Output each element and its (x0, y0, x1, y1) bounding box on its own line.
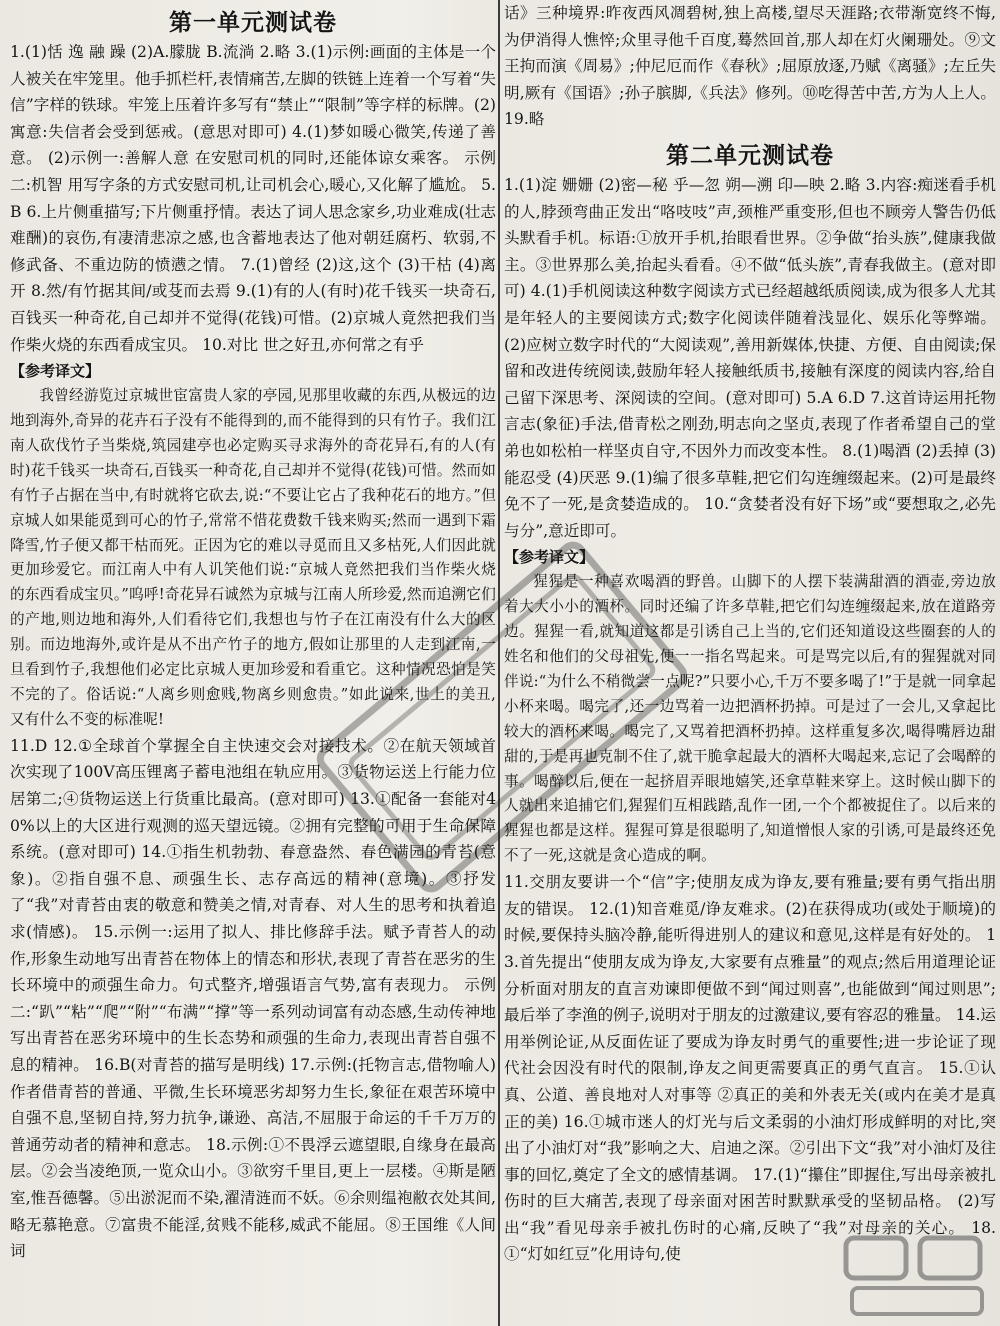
unit2-answers: 1.(1)淀 姗姗 (2)密—秘 乎—忽 朔—溯 印—映 2.略 3.内容:痴迷看手机的人,脖颈弯曲正发出“咯吱吱”声,颈椎严重变形,但也不顾旁人警告仍低头默看手机。标语:①放开手机,抬眼看世界。②争做“抬头族”,健康我做主。③世界那么美,抬起头看看。④不做“低头族”,青春我做主。(意对即可) 4.(1)手机阅读这种数字阅读方式已经超越纸质阅读,成为很多人尤其是年轻人的主要阅读方式;数字化阅读伴随着浅显化、娱乐化等弊端。 (2)应树立数字时代的“大阅读观”,善用新媒体,快捷、方便、自由阅读;保留和改进传统阅读,鼓励年轻人接触纸质书,接触有深度的阅读内容,给自己留下深思考、深阅读的空间。(意对即可) 5.A 6.D 7.这首诗运用托物言志(象征)手法,借青松之刚劲,明志向之坚贞,表现了作者希望自己的堂弟也如松柏一样坚贞自守,不因外力而改变本性。 8.(1)喝酒 (2)丢掉 (3)能忍受 (4)厌恶 9.(1)编了很多草鞋,把它们勾连缠缀起来。(2)可是最终免不了一死,是贪婪造成的。 10.“贪婪者没有好下场”或“要想取之,必先与分”,意近即可。 (504, 175, 996, 540)
unit2-title: 第二单元测试卷 (666, 142, 834, 169)
unit1-answers: 1.(1)恬 逸 融 躁 (2)A.朦胧 B.流淌 2.略 3.(1)示例:画面的主体是一个人被关在牢笼里。他手抓栏杆,表情痛苦,左脚的铁链上连着一个写着“失信”字样的铁球。牢笼上压着许多写有“禁止”“限制”等字样的标牌。(2)寓意:失信者会受到惩戒。(意思对即可) 4.(1)梦如暖心微笑,传递了善意。 (2)示例一:善解人意 在安慰司机的同时,还能体谅女乘客。 示例二:机智 用写字条的方式安慰司机,让司机会心,暖心,又化解了尴尬。 5.B 6.上片侧重描写;下片侧重抒情。表达了词人思念家乡,功业难成(壮志难酬)的哀伤,有凄清悲凉之感,也含蓄地表达了他对朝廷腐朽、软弱,不修武备、不重边防的愤懑之情。 7.(1)曾经 (2)这,这个 (3)干枯 (4)离开 8.然/有竹据其间/或芟而去焉 9.(1)有的人(有时)花千钱买一块奇石,百钱买一种奇花,自己却并不觉得(花钱)可惜。(2)京城人竟然把我们当作柴火烧的东西看成宝贝。 10.对比 世之好丑,亦何常之有乎 (10, 43, 496, 354)
left-column (10, 0, 496, 1326)
unit2-reference-heading: 【参考译文】 (504, 548, 595, 567)
column-divider (498, 0, 500, 1326)
right-column (504, 0, 996, 1326)
corner-watermark-logo (842, 1230, 992, 1320)
unit2-translation: 猩猩是一种喜欢喝酒的野兽。山脚下的人摆下装满甜酒的酒壶,旁边放着大大小小的酒杯。同时还编了许多草鞋,把它们勾连缠缀起来,放在道路旁边。猩猩一看,就知道这都是引诱自己上当的,它们还知道设这些圈套的人的姓名和他们的父母祖先,便一一指名骂起来。可是骂完以后,有的猩猩就对同伴说:“为什么不稍微尝一点呢?”只要小心,千万不要多喝了!”于是就一同拿起小杯来喝。喝完了,还一边骂着一边把酒杯扔掉。可是过了一会儿,又拿起比较大的酒杯来喝。喝完了,又骂着把酒杯扔掉。这样重复多次,喝得嘴唇边甜甜的,于是再也克制不住了,就干脆拿起最大的酒杯大喝起来,忘记了会喝醉的事。喝醉以后,便在一起挤眉弄眼地嬉笑,还拿草鞋来穿上。这时候山脚下的人就出来追捕它们,猩猩们互相践踏,乱作一团,一个个都被捉住了。以后来的猩猩也都是这样。猩猩可算是很聪明了,知道憎恨人家的引诱,可是最终还免不了一死,这就是贪心造成的啊。 (504, 573, 996, 865)
unit2-answers-continued: 11.交朋友要讲一个“信”字;使朋友成为诤友,要有雅量;要有勇气指出朋友的错误。 12.(1)知音难觅/诤友难求。(2)在获得成功(或处于顺境)的时候,要保持头脑冷静,能听得进别人的建议和意见,这样是有好处的。 13.首先提出“使朋友成为诤友,大家要有点雅量”的观点;然后用道理论证分析面对朋友的直言劝谏即便做不到“闻过则喜”,也能做到“闻过则思”;最后举了李渔的例子,说明对于朋友的过激建议,要有容忍的雅量。 14.运用举例论证,从反面佐证了要成为诤友时勇气的重要性;进一步论证了现代社会因没有时代的限制,诤友之间更需要真正的勇气直言。 15.①认真、公道、善良地对人对事等 ②真正的美和外表无关(或内在美才是真正的美) 16.①城市迷人的灯光与后文柔弱的小油灯形成鲜明的对比,突出了小油灯对“我”影响之大、启迪之深。②引出下文“我”对小油灯及往事的回忆,奠定了全文的感情基调。 17.(1)“攥住”即握住,写出母亲被扎伤时的巨大痛苦,表现了母亲面对困苦时默默承受的坚韧品格。 (2)写出“我”看见母亲手被扎伤时的心痛,反映了“我”对母亲的关心。 18.①“灯如红豆”化用诗句,使 (504, 873, 996, 1264)
unit1-answers-continued: 11.D 12.①全球首个掌握全自主快速交会对接技术。②在航天领域首次实现了100V高压锂离子蓄电池组在轨应用。③货物运送上行能力位居第二;④货物运送上行货重比最高。(意对即可) 13.①配备一套能对40%以上的大区进行观测的巡天望远镜。②拥有完整的可用于生命保障系统。(意对即可) 14.①指生机勃勃、春意盎然、春色满园的青苔(意象)。②指自强不息、顽强生长、志存高远的精神(意境)。③抒发了“我”对青苔由衷的敬意和赞美之情,对青春、对人生的思考和执着追求(情感)。 15.示例一:运用了拟人、排比修辞手法。赋予青苔人的动作,形象生动地写出青苔在物体上的情态和形状,表现了青苔在恶劣的生长环境中的顽强生命力。句式整齐,增强语言气势,富有表现力。 示例二:“趴”“粘”“爬”“附”“布满”“撑”等一系列动词富有动态感,生动传神地写出青苔在恶劣环境中的生长态势和顽强的生命力,表现出青苔自强不息的精神。 16.B(对青苔的描写是明线) 17.示例:(托物言志,借物喻人)作者借青苔的普通、平微,生长环境恶劣却努力生长,象征在艰苦环境中自强不息,坚韧自持,努力抗争,谦逊、高洁,不屈服于命运的千千万万的普通劳动者的精神和意志。 18.示例:①不畏浮云遮望眼,自缘身在最高层。②会当凌绝顶,一览众山小。③欲穷千里目,更上一层楼。④斯是陋室,惟吾德馨。⑤出淤泥而不染,濯清涟而不妖。⑥余则缊袍敝衣处其间,略无慕艳意。⑦富贵不能淫,贫贱不能移,威武不能屈。⑧王国维《人间词 (10, 736, 496, 1261)
unit1-title: 第一单元测试卷 (169, 10, 337, 36)
unit1-reference-heading: 【参考译文】 (10, 362, 101, 381)
unit1-translation: 我曾经游览过京城世宦富贵人家的亭园,见那里收藏的东西,从极远的边地到海外,奇异的花卉石子没有不能得到的,而不能得到的只有竹子。我们江南人砍伐竹子当柴烧,筑园建亭也必定购买寻求海外的奇花异石,有的人(有时)花千钱买一块奇石,百钱买一种奇花,自己却并不觉得(花钱)可惜。然而如有竹子占据在当中,有时就将它砍去,说:“不要让它占了我种花石的地方。”但京城人如果能觅到可心的竹子,常常不惜花费数千钱来购买;然而一遇到下霜降雪,竹子便又都干枯而死。正因为它的难以寻觅而且又多枯死,人们因此就更加珍爱它。而江南人中有人讥笑他们说:“京城人竟然把我们当作柴火烧的东西看成宝贝。”呜呼!奇花异石诚然为京城与江南人所珍爱,然而追溯它们的产地,则边地和海外,人们看待它们,我想也与竹子在江南没有什么大的区别。而边地海外,或许是从不出产竹子的地方,假如让那里的人走到江南,一旦看到竹子,我想他们必定比京城人更加珍爱和看重它。这种情况恐怕是笑不完的了。俗话说:“人离乡则愈贱,物离乡则愈贵。”如此说来,世上的美丑,又有什么不变的标准呢! (10, 387, 496, 728)
unit1-answers-tail: 话》三种境界:昨夜西风凋碧树,独上高楼,望尽天涯路;衣带渐宽终不悔,为伊消得人憔悴;众里寻他千百度,蓦然回首,那人却在灯火阑珊处。⑨文王拘而演《周易》;仲尼厄而作《春秋》;屈原放逐,乃赋《离骚》;左丘失明,厥有《国语》;孙子膑脚,《兵法》修列。⑩吃得苦中苦,方为人上人。 19.略 (504, 4, 996, 129)
